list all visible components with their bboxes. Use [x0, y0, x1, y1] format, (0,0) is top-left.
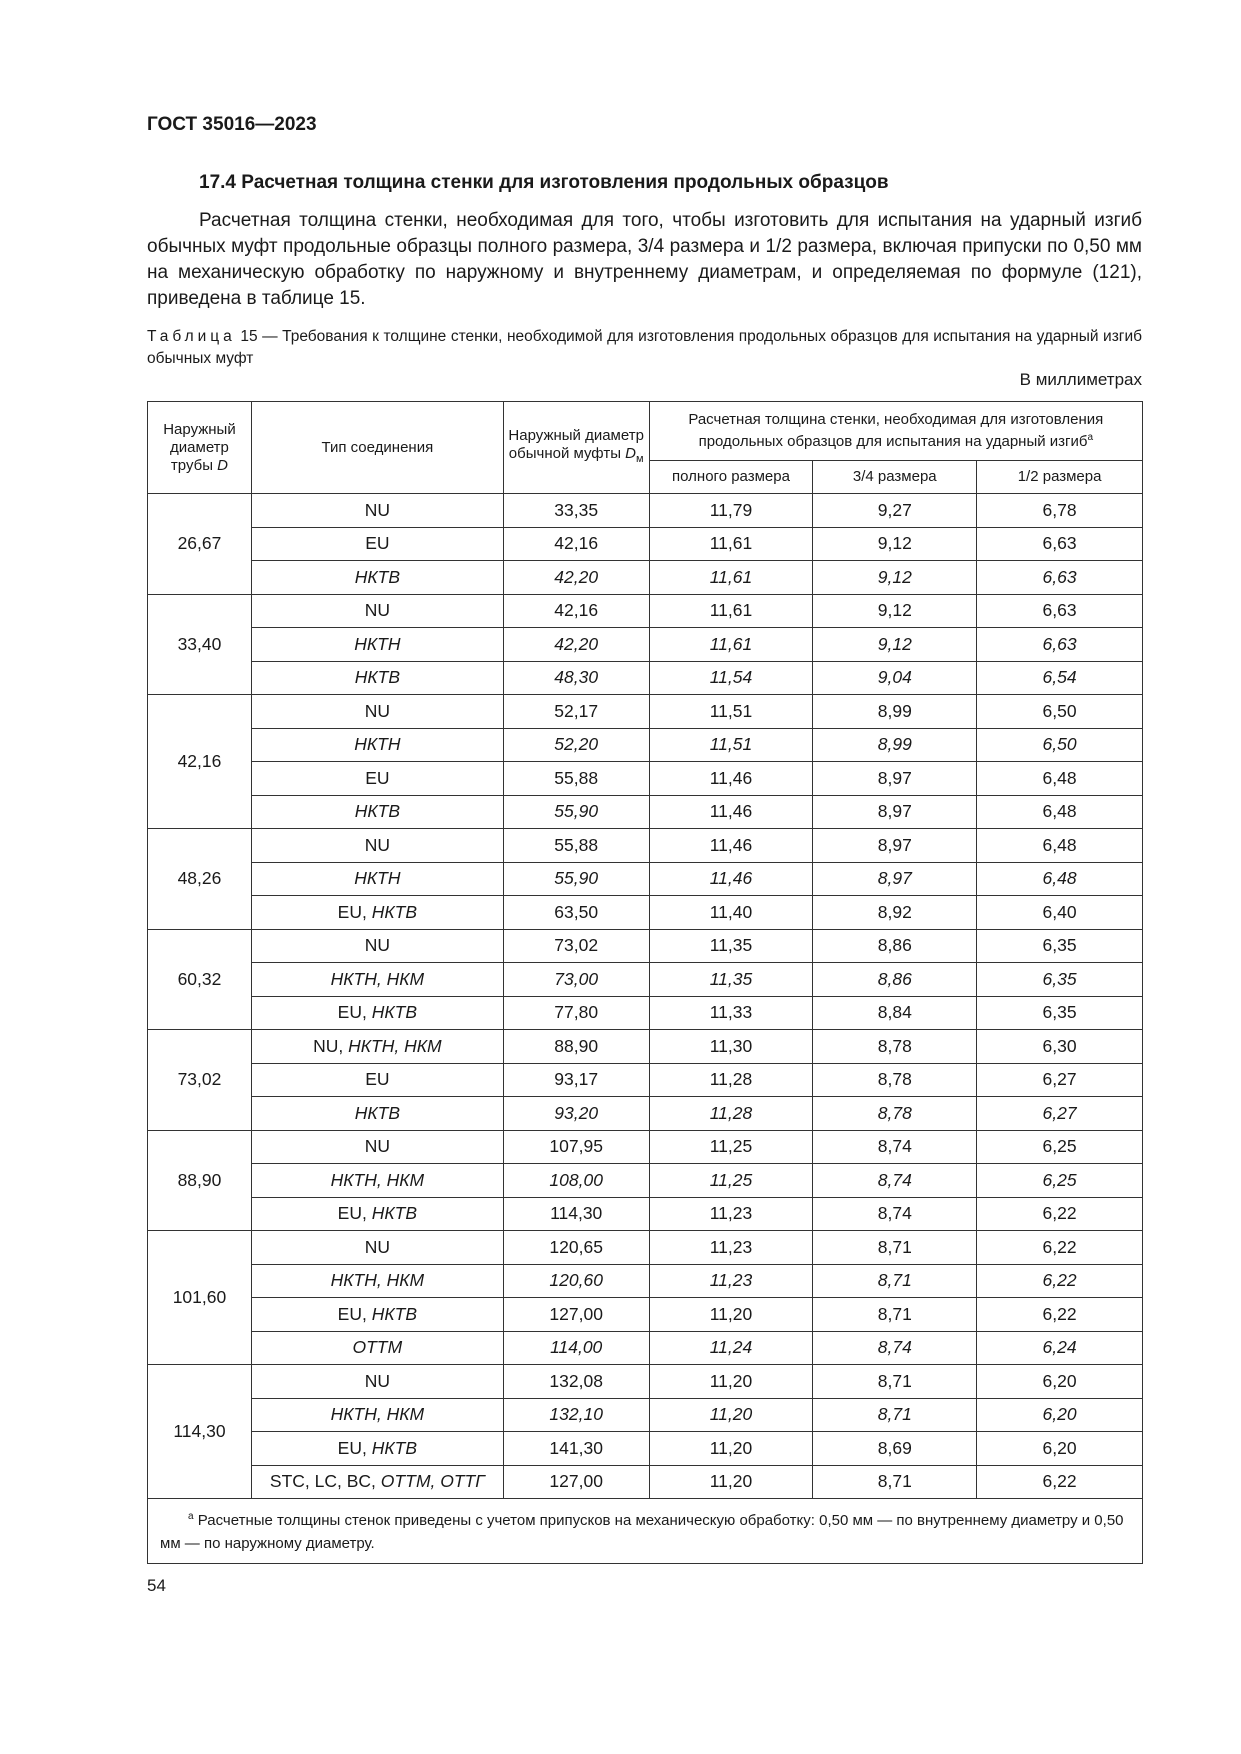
three-quarter-cell: 8,71: [813, 1231, 977, 1265]
table-row: [148, 896, 1143, 930]
header-three-quarter-size: 3/4 размера: [813, 461, 977, 494]
connection-type-cell: НКТН: [251, 628, 503, 662]
coupling-diameter-cell: 77,80: [503, 996, 649, 1030]
coupling-diameter-cell: 33,35: [503, 494, 649, 528]
table-row: [148, 1030, 1143, 1064]
coupling-diameter-cell: 73,02: [503, 929, 649, 963]
three-quarter-cell: 8,71: [813, 1264, 977, 1298]
connection-type-cell: [251, 1465, 503, 1499]
table-row: [148, 1298, 1143, 1332]
connection-type-cell: EU: [251, 527, 503, 561]
table-row: [148, 1164, 1143, 1198]
units-note: В миллиметрах: [1019, 370, 1142, 389]
three-quarter-cell: 8,84: [813, 996, 977, 1030]
connection-type-cell: НКТН, НКМ: [251, 1264, 503, 1298]
half-size-cell: 6,35: [977, 963, 1143, 997]
three-quarter-cell: 8,78: [813, 1097, 977, 1131]
connection-type-cell: НКТН: [251, 862, 503, 896]
pipe-diameter-cell: 26,67: [148, 494, 252, 595]
connection-type-prefix: EU,: [337, 1303, 372, 1324]
section-heading: [199, 172, 889, 194]
half-size-cell: 6,48: [977, 762, 1143, 796]
connection-type-cell: НКТВ: [251, 561, 503, 595]
three-quarter-cell: 8,97: [813, 795, 977, 829]
three-quarter-cell: 8,97: [813, 862, 977, 896]
full-size-cell: 11,28: [649, 1097, 813, 1131]
three-quarter-cell: 8,99: [813, 728, 977, 762]
coupling-diameter-cell: 127,00: [503, 1465, 649, 1499]
table-row: [148, 1331, 1143, 1365]
full-size-cell: 11,61: [649, 561, 813, 595]
coupling-diameter-cell: 55,90: [503, 862, 649, 896]
half-size-cell: 6,22: [977, 1298, 1143, 1332]
coupling-diameter-cell: 107,95: [503, 1130, 649, 1164]
coupling-diameter-cell: 73,00: [503, 963, 649, 997]
table-row: [148, 762, 1143, 796]
three-quarter-cell: 8,74: [813, 1164, 977, 1198]
connection-type-cell: NU: [251, 695, 503, 729]
three-quarter-cell: 8,71: [813, 1365, 977, 1399]
half-size-cell: 6,27: [977, 1097, 1143, 1131]
half-size-cell: 6,20: [977, 1398, 1143, 1432]
coupling-diameter-cell: 108,00: [503, 1164, 649, 1198]
connection-type-cell: NU: [251, 1231, 503, 1265]
three-quarter-cell: 8,86: [813, 963, 977, 997]
half-size-cell: 6,35: [977, 929, 1143, 963]
table-row: [148, 594, 1143, 628]
half-size-cell: 6,50: [977, 695, 1143, 729]
table-caption-word: Таблица: [147, 328, 236, 345]
coupling-diameter-cell: 120,60: [503, 1264, 649, 1298]
pipe-diameter-cell: 88,90: [148, 1130, 252, 1231]
three-quarter-cell: 8,97: [813, 762, 977, 796]
full-size-cell: 11,23: [649, 1264, 813, 1298]
full-size-cell: 11,20: [649, 1465, 813, 1499]
section-title: Расчетная толщина стенки для изготовления продольных образцов: [241, 172, 889, 193]
connection-type-cell: [251, 1432, 503, 1466]
connection-type-prefix: STC, LC, BC,: [269, 1471, 381, 1492]
table-row: [148, 1063, 1143, 1097]
connection-type-italic: НКТВ: [371, 901, 418, 922]
three-quarter-cell: 9,04: [813, 661, 977, 695]
header-pipe-diameter: Наружный диаметр трубы D: [148, 402, 252, 494]
footnote-text: Расчетные толщины стенок приведены с учетом припусков на механическую обработку: 0,50 мм — по внутреннему диаметру и 0,50 мм — по наружному диаметру.: [160, 1512, 1124, 1552]
half-size-cell: 6,63: [977, 594, 1143, 628]
pipe-diameter-cell: 73,02: [148, 1030, 252, 1131]
header-full-size: полного размера: [649, 461, 813, 494]
connection-type-italic: НКТВ: [371, 1203, 418, 1224]
coupling-diameter-cell: 93,17: [503, 1063, 649, 1097]
coupling-diameter-cell: 88,90: [503, 1030, 649, 1064]
standard-code: ГОСТ 35016—2023: [147, 114, 317, 135]
full-size-cell: 11,30: [649, 1030, 813, 1064]
connection-type-cell: NU: [251, 494, 503, 528]
footnote-marker: a: [188, 1511, 194, 1522]
half-size-cell: 6,22: [977, 1264, 1143, 1298]
connection-type-prefix: EU,: [337, 1002, 372, 1023]
full-size-cell: 11,23: [649, 1197, 813, 1231]
table-row: [148, 494, 1143, 528]
connection-type-cell: [251, 1197, 503, 1231]
table-caption-text: 15 — Требования к толщине стенки, необходимой для изготовления продольных образцов для испытания на ударный изгиб обычных муфт: [147, 328, 1142, 367]
coupling-diameter-cell: 52,20: [503, 728, 649, 762]
half-size-cell: 6,48: [977, 829, 1143, 863]
coupling-diameter-cell: 120,65: [503, 1231, 649, 1265]
full-size-cell: 11,33: [649, 996, 813, 1030]
table-footnote: [148, 1499, 1143, 1564]
connection-type-cell: [251, 996, 503, 1030]
coupling-diameter-cell: 132,08: [503, 1365, 649, 1399]
connection-type-cell: [251, 1030, 503, 1064]
pipe-diameter-cell: 33,40: [148, 594, 252, 695]
table-row: [148, 929, 1143, 963]
full-size-cell: 11,28: [649, 1063, 813, 1097]
table-row: [148, 1365, 1143, 1399]
three-quarter-cell: 8,74: [813, 1197, 977, 1231]
table-row: [148, 1264, 1143, 1298]
half-size-cell: 6,78: [977, 494, 1143, 528]
table-row: [148, 829, 1143, 863]
connection-type-italic: НКТВ: [371, 1002, 418, 1023]
half-size-cell: 6,63: [977, 561, 1143, 595]
three-quarter-cell: 8,74: [813, 1130, 977, 1164]
connection-type-cell: НКТВ: [251, 661, 503, 695]
half-size-cell: 6,50: [977, 728, 1143, 762]
connection-type-cell: NU: [251, 929, 503, 963]
full-size-cell: 11,24: [649, 1331, 813, 1365]
table-row: [148, 963, 1143, 997]
half-size-cell: 6,63: [977, 628, 1143, 662]
coupling-diameter-cell: 132,10: [503, 1398, 649, 1432]
header-wall-thickness-group: Расчетная толщина стенки, необходимая для изготовления продольных образцов для испытания на ударный изгиб$^a$: [649, 402, 1142, 461]
half-size-cell: 6,25: [977, 1130, 1143, 1164]
connection-type-cell: НКТН: [251, 728, 503, 762]
table-row: [148, 1465, 1143, 1499]
connection-type-italic: НКТВ: [371, 1437, 418, 1458]
full-size-cell: 11,35: [649, 963, 813, 997]
three-quarter-cell: 8,86: [813, 929, 977, 963]
connection-type-cell: НКТВ: [251, 1097, 503, 1131]
connection-type-cell: EU: [251, 762, 503, 796]
three-quarter-cell: 8,78: [813, 1030, 977, 1064]
pipe-diameter-cell: 48,26: [148, 829, 252, 930]
table-row: [148, 862, 1143, 896]
three-quarter-cell: 8,74: [813, 1331, 977, 1365]
coupling-diameter-cell: 55,88: [503, 762, 649, 796]
coupling-diameter-cell: 42,20: [503, 561, 649, 595]
full-size-cell: 11,25: [649, 1164, 813, 1198]
three-quarter-cell: 9,12: [813, 561, 977, 595]
three-quarter-cell: 8,97: [813, 829, 977, 863]
half-size-cell: 6,63: [977, 527, 1143, 561]
three-quarter-cell: 8,71: [813, 1298, 977, 1332]
connection-type-cell: NU: [251, 1365, 503, 1399]
connection-type-cell: НКТВ: [251, 795, 503, 829]
page-number: 54: [147, 1576, 166, 1595]
table-row: [148, 661, 1143, 695]
coupling-diameter-cell: 42,16: [503, 527, 649, 561]
table-row: [148, 1130, 1143, 1164]
half-size-cell: 6,20: [977, 1365, 1143, 1399]
three-quarter-cell: 8,92: [813, 896, 977, 930]
coupling-diameter-cell: 55,90: [503, 795, 649, 829]
three-quarter-cell: 9,27: [813, 494, 977, 528]
full-size-cell: 11,20: [649, 1365, 813, 1399]
table-row: [148, 527, 1143, 561]
table-row: [148, 1398, 1143, 1432]
full-size-cell: 11,20: [649, 1398, 813, 1432]
full-size-cell: 11,51: [649, 728, 813, 762]
half-size-cell: 6,30: [977, 1030, 1143, 1064]
table-row: [148, 996, 1143, 1030]
full-size-cell: 11,46: [649, 862, 813, 896]
connection-type-cell: НКТН, НКМ: [251, 963, 503, 997]
half-size-cell: 6,22: [977, 1465, 1143, 1499]
half-size-cell: 6,48: [977, 862, 1143, 896]
connection-type-cell: EU: [251, 1063, 503, 1097]
full-size-cell: 11,46: [649, 762, 813, 796]
connection-type-cell: НКТН, НКМ: [251, 1164, 503, 1198]
coupling-diameter-cell: 42,16: [503, 594, 649, 628]
table-body: [148, 494, 1143, 1499]
connection-type-italic: ОТТМ, ОТТГ: [380, 1471, 485, 1492]
header-connection-type: Тип соединения: [251, 402, 503, 494]
three-quarter-cell: 8,71: [813, 1398, 977, 1432]
pipe-diameter-cell: 114,30: [148, 1365, 252, 1499]
three-quarter-cell: 8,78: [813, 1063, 977, 1097]
three-quarter-cell: 9,12: [813, 628, 977, 662]
table-row: [148, 695, 1143, 729]
full-size-cell: 11,51: [649, 695, 813, 729]
full-size-cell: 11,46: [649, 795, 813, 829]
half-size-cell: 6,22: [977, 1197, 1143, 1231]
coupling-diameter-cell: 93,20: [503, 1097, 649, 1131]
table-row: [148, 728, 1143, 762]
coupling-diameter-cell: 141,30: [503, 1432, 649, 1466]
coupling-diameter-cell: 63,50: [503, 896, 649, 930]
table-row: [148, 561, 1143, 595]
full-size-cell: 11,23: [649, 1231, 813, 1265]
half-size-cell: 6,24: [977, 1331, 1143, 1365]
full-size-cell: 11,61: [649, 628, 813, 662]
table-row: [148, 1097, 1143, 1131]
connection-type-cell: [251, 896, 503, 930]
coupling-diameter-cell: 48,30: [503, 661, 649, 695]
coupling-diameter-cell: 114,30: [503, 1197, 649, 1231]
table-row: [148, 1197, 1143, 1231]
half-size-cell: 6,25: [977, 1164, 1143, 1198]
full-size-cell: 11,54: [649, 661, 813, 695]
full-size-cell: 11,20: [649, 1298, 813, 1332]
full-size-cell: 11,61: [649, 527, 813, 561]
three-quarter-cell: 8,71: [813, 1465, 977, 1499]
table-row: [148, 1432, 1143, 1466]
connection-type-prefix: EU,: [337, 1437, 372, 1458]
three-quarter-cell: 8,69: [813, 1432, 977, 1466]
table-row: [148, 628, 1143, 662]
coupling-diameter-cell: 127,00: [503, 1298, 649, 1332]
wall-thickness-table: [147, 401, 1143, 1564]
half-size-cell: 6,54: [977, 661, 1143, 695]
table-row: [148, 1231, 1143, 1265]
header-coupling-diameter: Наружный диаметр обычной муфты $D_м$: [503, 402, 649, 494]
coupling-diameter-cell: 52,17: [503, 695, 649, 729]
half-size-cell: 6,48: [977, 795, 1143, 829]
table-row: [148, 795, 1143, 829]
connection-type-cell: ОТТМ: [251, 1331, 503, 1365]
connection-type-cell: NU: [251, 1130, 503, 1164]
full-size-cell: 11,79: [649, 494, 813, 528]
coupling-diameter-cell: 42,20: [503, 628, 649, 662]
pipe-diameter-cell: 60,32: [148, 929, 252, 1030]
connection-type-cell: НКТН, НКМ: [251, 1398, 503, 1432]
table-caption: [147, 326, 1142, 370]
full-size-cell: 11,46: [649, 829, 813, 863]
full-size-cell: 11,40: [649, 896, 813, 930]
coupling-diameter-cell: 55,88: [503, 829, 649, 863]
half-size-cell: 6,27: [977, 1063, 1143, 1097]
header-half-size: 1/2 размера: [977, 461, 1143, 494]
section-number: 17.4: [199, 172, 236, 193]
full-size-cell: 11,61: [649, 594, 813, 628]
connection-type-cell: NU: [251, 829, 503, 863]
connection-type-prefix: EU,: [337, 1203, 372, 1224]
half-size-cell: 6,35: [977, 996, 1143, 1030]
half-size-cell: 6,20: [977, 1432, 1143, 1466]
connection-type-italic: НКТВ: [371, 1303, 418, 1324]
connection-type-prefix: NU,: [313, 1035, 349, 1056]
full-size-cell: 11,35: [649, 929, 813, 963]
connection-type-cell: [251, 1298, 503, 1332]
full-size-cell: 11,25: [649, 1130, 813, 1164]
full-size-cell: 11,20: [649, 1432, 813, 1466]
connection-type-cell: NU: [251, 594, 503, 628]
half-size-cell: 6,22: [977, 1231, 1143, 1265]
half-size-cell: 6,40: [977, 896, 1143, 930]
three-quarter-cell: 9,12: [813, 594, 977, 628]
three-quarter-cell: 9,12: [813, 527, 977, 561]
intro-paragraph: Расчетная толщина стенки, необходимая для того, чтобы изготовить для испытания на ударный изгиб обычных муфт продольные образцы полного размера, 3/4 размера и 1/2 размера, включая припуски по 0,50 мм на механическую обработку по наружному и внутреннему диаметрам, и определяемая по формуле (121), приведена в таблице 15.: [147, 210, 1142, 309]
pipe-diameter-cell: 101,60: [148, 1231, 252, 1365]
connection-type-prefix: EU,: [337, 901, 372, 922]
three-quarter-cell: 8,99: [813, 695, 977, 729]
coupling-diameter-cell: 114,00: [503, 1331, 649, 1365]
connection-type-italic: НКТН, НКМ: [348, 1035, 442, 1056]
pipe-diameter-cell: 42,16: [148, 695, 252, 829]
